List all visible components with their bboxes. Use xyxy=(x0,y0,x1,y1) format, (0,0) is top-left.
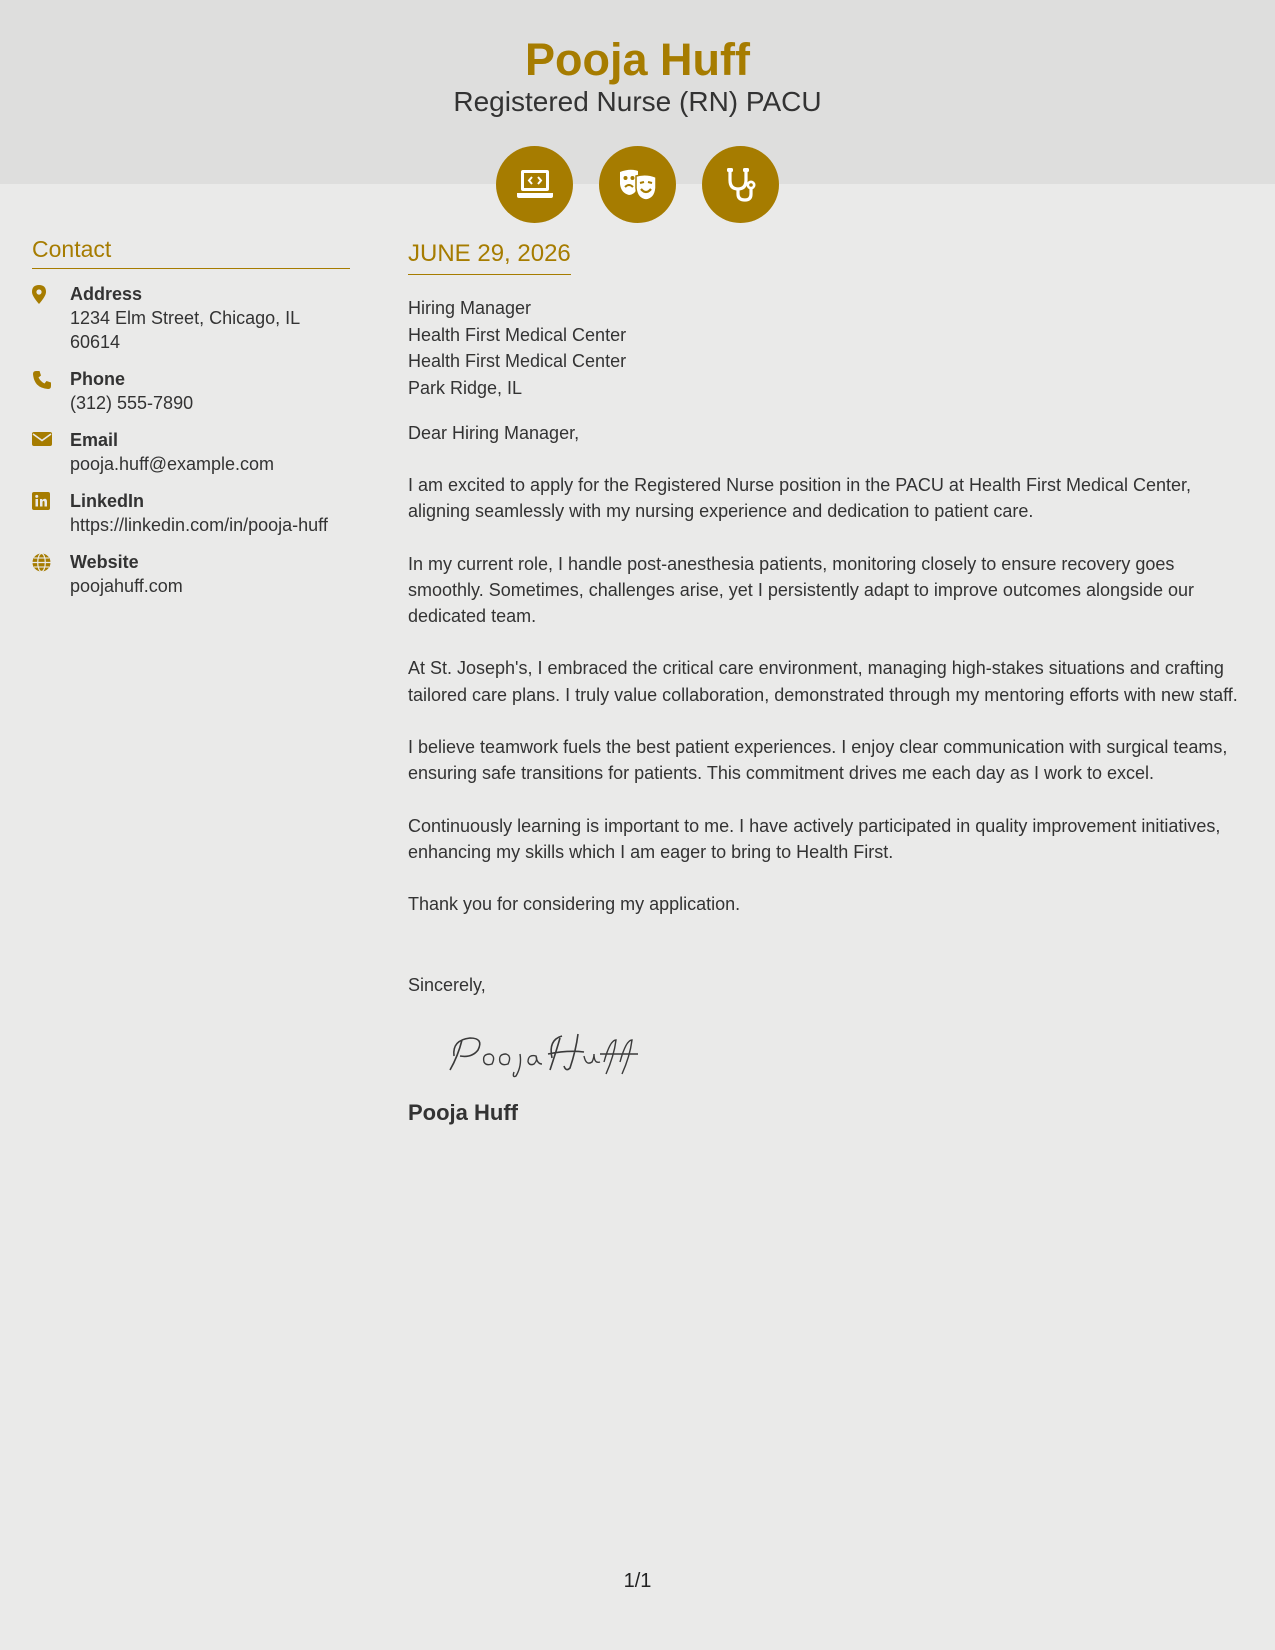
phone-label: Phone xyxy=(70,369,126,389)
linkedin-label: LinkedIn xyxy=(70,491,145,511)
letter-paragraph: Continuously learning is important to me. I have actively participated in quality improvement initiatives, enhancing my skills which I am eager to bring to Health First. xyxy=(408,815,1221,862)
letter-paragraph: I believe teamwork fuels the best patient experiences. I enjoy clear communication with surgical teams, ensuring safe transitions for patients. This commitment drives me each day as I work to excel. xyxy=(408,737,1228,784)
letter-body xyxy=(408,240,1238,1126)
letter-paragraph: Thank you for considering my application. xyxy=(408,894,741,915)
closing: Sincerely, xyxy=(408,974,486,995)
applicant-name: Pooja Huff xyxy=(525,34,750,85)
globe-icon xyxy=(32,550,70,598)
stethoscope-icon xyxy=(702,146,779,223)
letter-paragraph: I am excited to apply for the Registered Nurse position in the PACU at Health First Medical Center, aligning seamlessly with my nursing experience and dedication to patient care. xyxy=(408,475,1192,522)
map-marker-icon xyxy=(32,282,70,354)
contact-address xyxy=(32,282,350,354)
signer-name: Pooja Huff xyxy=(408,1099,518,1125)
salutation: Dear Hiring Manager, xyxy=(408,423,580,443)
theater-masks-icon xyxy=(599,146,676,223)
header-icons xyxy=(0,146,1275,223)
letter-paragraph: In my current role, I handle post-anesthesia patients, monitoring closely to ensure recovery goes smoothly. Sometimes, challenges arise, yet I persistently adapt to improve outcomes alongside our dedicated team. xyxy=(408,553,1195,627)
contact-phone xyxy=(32,367,350,415)
recipient-block xyxy=(408,295,1238,401)
website-label: Website xyxy=(70,552,139,572)
recipient-line: Park Ridge, IL xyxy=(408,377,523,398)
phone-value: (312) 555-7890 xyxy=(70,393,194,413)
contact-website xyxy=(32,550,350,598)
recipient-line: Health First Medical Center xyxy=(408,324,627,345)
contact-email xyxy=(32,428,350,476)
contact-sidebar xyxy=(32,236,350,598)
website-value[interactable]: poojahuff.com xyxy=(70,576,183,596)
email-value[interactable]: pooja.huff@example.com xyxy=(70,454,275,474)
handwritten-signature xyxy=(444,1026,644,1078)
linkedin-value[interactable]: https://linkedin.com/in/pooja-huff xyxy=(70,515,328,535)
address-label: Address xyxy=(70,284,143,304)
laptop-code-icon xyxy=(496,146,573,223)
envelope-icon xyxy=(32,428,70,476)
letter-date: JUNE 29, 2026 xyxy=(408,240,571,275)
recipient-line: Hiring Manager xyxy=(408,298,532,318)
contact-heading: Contact xyxy=(32,236,350,269)
job-title: Registered Nurse (RN) PACU xyxy=(453,86,822,117)
page-number: 1/1 xyxy=(623,1570,652,1592)
phone-icon xyxy=(32,367,70,415)
letter-paragraph: At St. Joseph's, I embraced the critical care environment, managing high-stakes situations and crafting tailored care plans. I truly value collaboration, demonstrated through my mentoring efforts with new staff. xyxy=(408,658,1238,705)
linkedin-icon xyxy=(32,489,70,537)
address-value: 1234 Elm Street, Chicago, IL 60614 xyxy=(70,308,300,352)
recipient-line: Health First Medical Center xyxy=(408,351,627,371)
contact-linkedin xyxy=(32,489,350,537)
email-label: Email xyxy=(70,430,119,450)
